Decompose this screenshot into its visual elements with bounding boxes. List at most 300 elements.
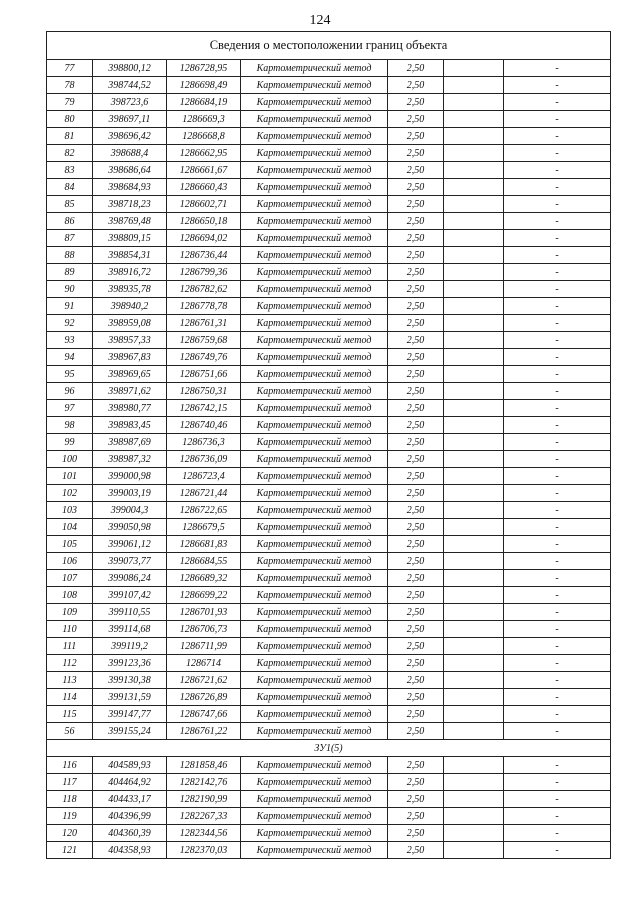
method-cell: Картометрический метод — [241, 502, 388, 519]
table-row — [47, 247, 611, 264]
extra-cell — [444, 791, 504, 808]
method-cell: Картометрический метод — [241, 536, 388, 553]
x-coordinate-cell: 398723,6 — [93, 94, 167, 111]
x-coordinate-cell: 398969,65 — [93, 366, 167, 383]
x-coordinate-cell: 399004,3 — [93, 502, 167, 519]
extra-cell — [444, 281, 504, 298]
point-number-cell: 88 — [47, 247, 93, 264]
method-cell: Картометрический метод — [241, 825, 388, 842]
method-cell: Картометрический метод — [241, 349, 388, 366]
method-cell: Картометрический метод — [241, 842, 388, 859]
table-row — [47, 332, 611, 349]
method-cell: Картометрический метод — [241, 757, 388, 774]
description-cell: - — [504, 349, 611, 366]
y-coordinate-cell: 1286749,76 — [167, 349, 241, 366]
x-coordinate-cell: 398688,4 — [93, 145, 167, 162]
table-row — [47, 315, 611, 332]
x-coordinate-cell: 399114,68 — [93, 621, 167, 638]
y-coordinate-cell: 1286650,18 — [167, 213, 241, 230]
y-coordinate-cell: 1286668,8 — [167, 128, 241, 145]
extra-cell — [444, 570, 504, 587]
accuracy-cell: 2,50 — [388, 77, 444, 94]
extra-cell — [444, 230, 504, 247]
method-cell: Картометрический метод — [241, 638, 388, 655]
y-coordinate-cell: 1286721,44 — [167, 485, 241, 502]
x-coordinate-cell: 399130,38 — [93, 672, 167, 689]
description-cell: - — [504, 553, 611, 570]
description-cell: - — [504, 332, 611, 349]
accuracy-cell: 2,50 — [388, 638, 444, 655]
table-row — [47, 264, 611, 281]
accuracy-cell: 2,50 — [388, 94, 444, 111]
x-coordinate-cell: 398744,52 — [93, 77, 167, 94]
method-cell: Картометрический метод — [241, 553, 388, 570]
point-number-cell: 105 — [47, 536, 93, 553]
extra-cell — [444, 485, 504, 502]
x-coordinate-cell: 399050,98 — [93, 519, 167, 536]
accuracy-cell: 2,50 — [388, 621, 444, 638]
extra-cell — [444, 723, 504, 740]
table-row — [47, 145, 611, 162]
accuracy-cell: 2,50 — [388, 502, 444, 519]
point-number-cell: 120 — [47, 825, 93, 842]
point-number-cell: 104 — [47, 519, 93, 536]
method-cell: Картометрический метод — [241, 247, 388, 264]
table-row — [47, 502, 611, 519]
accuracy-cell: 2,50 — [388, 604, 444, 621]
method-cell: Картометрический метод — [241, 162, 388, 179]
accuracy-cell: 2,50 — [388, 145, 444, 162]
x-coordinate-cell: 398769,48 — [93, 213, 167, 230]
extra-cell — [444, 417, 504, 434]
description-cell: - — [504, 111, 611, 128]
description-cell: - — [504, 213, 611, 230]
accuracy-cell: 2,50 — [388, 162, 444, 179]
x-coordinate-cell: 398967,83 — [93, 349, 167, 366]
y-coordinate-cell: 1286689,32 — [167, 570, 241, 587]
point-number-cell: 80 — [47, 111, 93, 128]
x-coordinate-cell: 404360,39 — [93, 825, 167, 842]
y-coordinate-cell: 1286740,46 — [167, 417, 241, 434]
extra-cell — [444, 451, 504, 468]
x-coordinate-cell: 398987,69 — [93, 434, 167, 451]
table-row — [47, 825, 611, 842]
extra-cell — [444, 502, 504, 519]
method-cell: Картометрический метод — [241, 485, 388, 502]
table-row — [47, 94, 611, 111]
table-row — [47, 230, 611, 247]
extra-cell — [444, 621, 504, 638]
x-coordinate-cell: 398957,33 — [93, 332, 167, 349]
y-coordinate-cell: 1286714 — [167, 655, 241, 672]
y-coordinate-cell: 1286660,43 — [167, 179, 241, 196]
y-coordinate-cell: 1282267,33 — [167, 808, 241, 825]
point-number-cell: 116 — [47, 757, 93, 774]
x-coordinate-cell: 399086,24 — [93, 570, 167, 587]
table-row — [47, 179, 611, 196]
y-coordinate-cell: 1286778,78 — [167, 298, 241, 315]
accuracy-cell: 2,50 — [388, 791, 444, 808]
x-coordinate-cell: 398854,31 — [93, 247, 167, 264]
description-cell: - — [504, 451, 611, 468]
y-coordinate-cell: 1286698,49 — [167, 77, 241, 94]
table-title-row — [47, 32, 611, 60]
x-coordinate-cell: 398987,32 — [93, 451, 167, 468]
point-number-cell: 115 — [47, 706, 93, 723]
extra-cell — [444, 94, 504, 111]
point-number-cell: 94 — [47, 349, 93, 366]
extra-cell — [444, 332, 504, 349]
point-number-cell: 117 — [47, 774, 93, 791]
extra-cell — [444, 434, 504, 451]
point-number-cell: 121 — [47, 842, 93, 859]
point-number-cell: 112 — [47, 655, 93, 672]
point-number-cell: 109 — [47, 604, 93, 621]
y-coordinate-cell: 1286684,55 — [167, 553, 241, 570]
accuracy-cell: 2,50 — [388, 570, 444, 587]
x-coordinate-cell: 399147,77 — [93, 706, 167, 723]
extra-cell — [444, 774, 504, 791]
y-coordinate-cell: 1286761,22 — [167, 723, 241, 740]
x-coordinate-cell: 398697,11 — [93, 111, 167, 128]
table-row — [47, 417, 611, 434]
x-coordinate-cell: 398686,64 — [93, 162, 167, 179]
method-cell: Картометрический метод — [241, 366, 388, 383]
accuracy-cell: 2,50 — [388, 281, 444, 298]
x-coordinate-cell: 398959,08 — [93, 315, 167, 332]
accuracy-cell: 2,50 — [388, 230, 444, 247]
description-cell: - — [504, 621, 611, 638]
x-coordinate-cell: 399061,12 — [93, 536, 167, 553]
description-cell: - — [504, 281, 611, 298]
x-coordinate-cell: 398971,62 — [93, 383, 167, 400]
description-cell: - — [504, 519, 611, 536]
method-cell: Картометрический метод — [241, 689, 388, 706]
accuracy-cell: 2,50 — [388, 179, 444, 196]
y-coordinate-cell: 1286711,99 — [167, 638, 241, 655]
table-row — [47, 621, 611, 638]
x-coordinate-cell: 398940,2 — [93, 298, 167, 315]
description-cell: - — [504, 179, 611, 196]
accuracy-cell: 2,50 — [388, 451, 444, 468]
x-coordinate-cell: 399119,2 — [93, 638, 167, 655]
table-row — [47, 638, 611, 655]
extra-cell — [444, 757, 504, 774]
method-cell: Картометрический метод — [241, 383, 388, 400]
point-number-cell: 114 — [47, 689, 93, 706]
extra-cell — [444, 400, 504, 417]
extra-cell — [444, 111, 504, 128]
accuracy-cell: 2,50 — [388, 825, 444, 842]
y-coordinate-cell: 1286728,95 — [167, 60, 241, 77]
description-cell: - — [504, 604, 611, 621]
point-number-cell: 56 — [47, 723, 93, 740]
description-cell: - — [504, 570, 611, 587]
point-number-cell: 86 — [47, 213, 93, 230]
point-number-cell: 79 — [47, 94, 93, 111]
y-coordinate-cell: 1286751,66 — [167, 366, 241, 383]
y-coordinate-cell: 1286684,19 — [167, 94, 241, 111]
x-coordinate-cell: 398916,72 — [93, 264, 167, 281]
table-row — [47, 111, 611, 128]
method-cell: Картометрический метод — [241, 672, 388, 689]
point-number-cell: 81 — [47, 128, 93, 145]
method-cell: Картометрический метод — [241, 77, 388, 94]
x-coordinate-cell: 404433,17 — [93, 791, 167, 808]
accuracy-cell: 2,50 — [388, 434, 444, 451]
extra-cell — [444, 298, 504, 315]
method-cell: Картометрический метод — [241, 111, 388, 128]
y-coordinate-cell: 1286747,66 — [167, 706, 241, 723]
point-number-cell: 110 — [47, 621, 93, 638]
extra-cell — [444, 808, 504, 825]
y-coordinate-cell: 1286742,15 — [167, 400, 241, 417]
y-coordinate-cell: 1286759,68 — [167, 332, 241, 349]
section-row — [47, 740, 611, 757]
description-cell: - — [504, 587, 611, 604]
x-coordinate-cell: 399000,98 — [93, 468, 167, 485]
description-cell: - — [504, 502, 611, 519]
x-coordinate-cell: 398935,78 — [93, 281, 167, 298]
x-coordinate-cell: 399107,42 — [93, 587, 167, 604]
extra-cell — [444, 553, 504, 570]
y-coordinate-cell: 1286722,65 — [167, 502, 241, 519]
accuracy-cell: 2,50 — [388, 383, 444, 400]
y-coordinate-cell: 1286726,89 — [167, 689, 241, 706]
accuracy-cell: 2,50 — [388, 400, 444, 417]
method-cell: Картометрический метод — [241, 281, 388, 298]
description-cell: - — [504, 672, 611, 689]
extra-cell — [444, 213, 504, 230]
method-cell: Картометрический метод — [241, 213, 388, 230]
accuracy-cell: 2,50 — [388, 485, 444, 502]
extra-cell — [444, 536, 504, 553]
accuracy-cell: 2,50 — [388, 332, 444, 349]
method-cell: Картометрический метод — [241, 400, 388, 417]
extra-cell — [444, 128, 504, 145]
accuracy-cell: 2,50 — [388, 213, 444, 230]
y-coordinate-cell: 1282190,99 — [167, 791, 241, 808]
y-coordinate-cell: 1286736,3 — [167, 434, 241, 451]
point-number-cell: 99 — [47, 434, 93, 451]
method-cell: Картометрический метод — [241, 315, 388, 332]
accuracy-cell: 2,50 — [388, 808, 444, 825]
method-cell: Картометрический метод — [241, 621, 388, 638]
table-row — [47, 536, 611, 553]
point-number-cell: 103 — [47, 502, 93, 519]
description-cell: - — [504, 468, 611, 485]
description-cell: - — [504, 791, 611, 808]
accuracy-cell: 2,50 — [388, 298, 444, 315]
x-coordinate-cell: 399003,19 — [93, 485, 167, 502]
description-cell: - — [504, 400, 611, 417]
table-row — [47, 553, 611, 570]
table-row — [47, 213, 611, 230]
method-cell: Картометрический метод — [241, 774, 388, 791]
extra-cell — [444, 383, 504, 400]
y-coordinate-cell: 1286723,4 — [167, 468, 241, 485]
method-cell: Картометрический метод — [241, 230, 388, 247]
table-row — [47, 723, 611, 740]
y-coordinate-cell: 1281858,46 — [167, 757, 241, 774]
table-row — [47, 383, 611, 400]
extra-cell — [444, 706, 504, 723]
accuracy-cell: 2,50 — [388, 264, 444, 281]
accuracy-cell: 2,50 — [388, 655, 444, 672]
table-row — [47, 485, 611, 502]
point-number-cell: 89 — [47, 264, 93, 281]
extra-cell — [444, 468, 504, 485]
description-cell: - — [504, 808, 611, 825]
point-number-cell: 85 — [47, 196, 93, 213]
description-cell: - — [504, 298, 611, 315]
method-cell: Картометрический метод — [241, 791, 388, 808]
table-row — [47, 791, 611, 808]
y-coordinate-cell: 1282370,03 — [167, 842, 241, 859]
table-row — [47, 808, 611, 825]
description-cell: - — [504, 706, 611, 723]
page-number: 124 — [309, 13, 331, 28]
y-coordinate-cell: 1286694,02 — [167, 230, 241, 247]
accuracy-cell: 2,50 — [388, 723, 444, 740]
extra-cell — [444, 247, 504, 264]
x-coordinate-cell: 398809,15 — [93, 230, 167, 247]
y-coordinate-cell: 1286602,71 — [167, 196, 241, 213]
method-cell: Картометрический метод — [241, 570, 388, 587]
method-cell: Картометрический метод — [241, 264, 388, 281]
description-cell: - — [504, 230, 611, 247]
description-cell: - — [504, 825, 611, 842]
table-row — [47, 60, 611, 77]
point-number-cell: 84 — [47, 179, 93, 196]
accuracy-cell: 2,50 — [388, 689, 444, 706]
x-coordinate-cell: 399073,77 — [93, 553, 167, 570]
table-row — [47, 451, 611, 468]
description-cell: - — [504, 383, 611, 400]
extra-cell — [444, 604, 504, 621]
accuracy-cell: 2,50 — [388, 553, 444, 570]
table-row — [47, 281, 611, 298]
point-number-cell: 96 — [47, 383, 93, 400]
table-row — [47, 587, 611, 604]
table-row — [47, 689, 611, 706]
method-cell: Картометрический метод — [241, 179, 388, 196]
extra-cell — [444, 655, 504, 672]
point-number-cell: 92 — [47, 315, 93, 332]
method-cell: Картометрический метод — [241, 417, 388, 434]
accuracy-cell: 2,50 — [388, 111, 444, 128]
extra-cell — [444, 145, 504, 162]
accuracy-cell: 2,50 — [388, 842, 444, 859]
description-cell: - — [504, 60, 611, 77]
y-coordinate-cell: 1282344,56 — [167, 825, 241, 842]
accuracy-cell: 2,50 — [388, 587, 444, 604]
y-coordinate-cell: 1286662,95 — [167, 145, 241, 162]
point-number-cell: 87 — [47, 230, 93, 247]
description-cell: - — [504, 77, 611, 94]
table-row — [47, 162, 611, 179]
table-row — [47, 298, 611, 315]
x-coordinate-cell: 398980,77 — [93, 400, 167, 417]
description-cell: - — [504, 264, 611, 281]
point-number-cell: 95 — [47, 366, 93, 383]
extra-cell — [444, 349, 504, 366]
accuracy-cell: 2,50 — [388, 757, 444, 774]
method-cell: Картометрический метод — [241, 332, 388, 349]
point-number-cell: 108 — [47, 587, 93, 604]
accuracy-cell: 2,50 — [388, 536, 444, 553]
table-row — [47, 706, 611, 723]
extra-cell — [444, 77, 504, 94]
x-coordinate-cell: 398718,23 — [93, 196, 167, 213]
description-cell: - — [504, 842, 611, 859]
point-number-cell: 113 — [47, 672, 93, 689]
x-coordinate-cell: 399110,55 — [93, 604, 167, 621]
method-cell: Картометрический метод — [241, 145, 388, 162]
method-cell: Картометрический метод — [241, 468, 388, 485]
table-row — [47, 366, 611, 383]
extra-cell — [444, 587, 504, 604]
accuracy-cell: 2,50 — [388, 468, 444, 485]
table-row — [47, 842, 611, 859]
extra-cell — [444, 825, 504, 842]
point-number-cell: 118 — [47, 791, 93, 808]
description-cell: - — [504, 723, 611, 740]
description-cell: - — [504, 128, 611, 145]
accuracy-cell: 2,50 — [388, 774, 444, 791]
table-row — [47, 196, 611, 213]
table-row — [47, 77, 611, 94]
point-number-cell: 102 — [47, 485, 93, 502]
y-coordinate-cell: 1286706,73 — [167, 621, 241, 638]
table-row — [47, 774, 611, 791]
extra-cell — [444, 519, 504, 536]
y-coordinate-cell: 1286681,83 — [167, 536, 241, 553]
extra-cell — [444, 842, 504, 859]
y-coordinate-cell: 1286669,3 — [167, 111, 241, 128]
table-row — [47, 672, 611, 689]
y-coordinate-cell: 1286782,62 — [167, 281, 241, 298]
description-cell: - — [504, 757, 611, 774]
table-title: Сведения о местоположении границ объекта — [47, 32, 611, 60]
section-label: ЗУ1(5) — [47, 740, 611, 757]
x-coordinate-cell: 399123,36 — [93, 655, 167, 672]
x-coordinate-cell: 404464,92 — [93, 774, 167, 791]
y-coordinate-cell: 1286661,67 — [167, 162, 241, 179]
x-coordinate-cell: 404358,93 — [93, 842, 167, 859]
method-cell: Картометрический метод — [241, 434, 388, 451]
y-coordinate-cell: 1286750,31 — [167, 383, 241, 400]
method-cell: Картометрический метод — [241, 655, 388, 672]
description-cell: - — [504, 196, 611, 213]
description-cell: - — [504, 315, 611, 332]
method-cell: Картометрический метод — [241, 723, 388, 740]
table-row — [47, 468, 611, 485]
x-coordinate-cell: 399155,24 — [93, 723, 167, 740]
table-row — [47, 128, 611, 145]
method-cell: Картометрический метод — [241, 451, 388, 468]
description-cell: - — [504, 485, 611, 502]
description-cell: - — [504, 247, 611, 264]
point-number-cell: 119 — [47, 808, 93, 825]
extra-cell — [444, 638, 504, 655]
accuracy-cell: 2,50 — [388, 315, 444, 332]
extra-cell — [444, 366, 504, 383]
description-cell: - — [504, 638, 611, 655]
x-coordinate-cell: 404396,99 — [93, 808, 167, 825]
y-coordinate-cell: 1286721,62 — [167, 672, 241, 689]
y-coordinate-cell: 1286701,93 — [167, 604, 241, 621]
